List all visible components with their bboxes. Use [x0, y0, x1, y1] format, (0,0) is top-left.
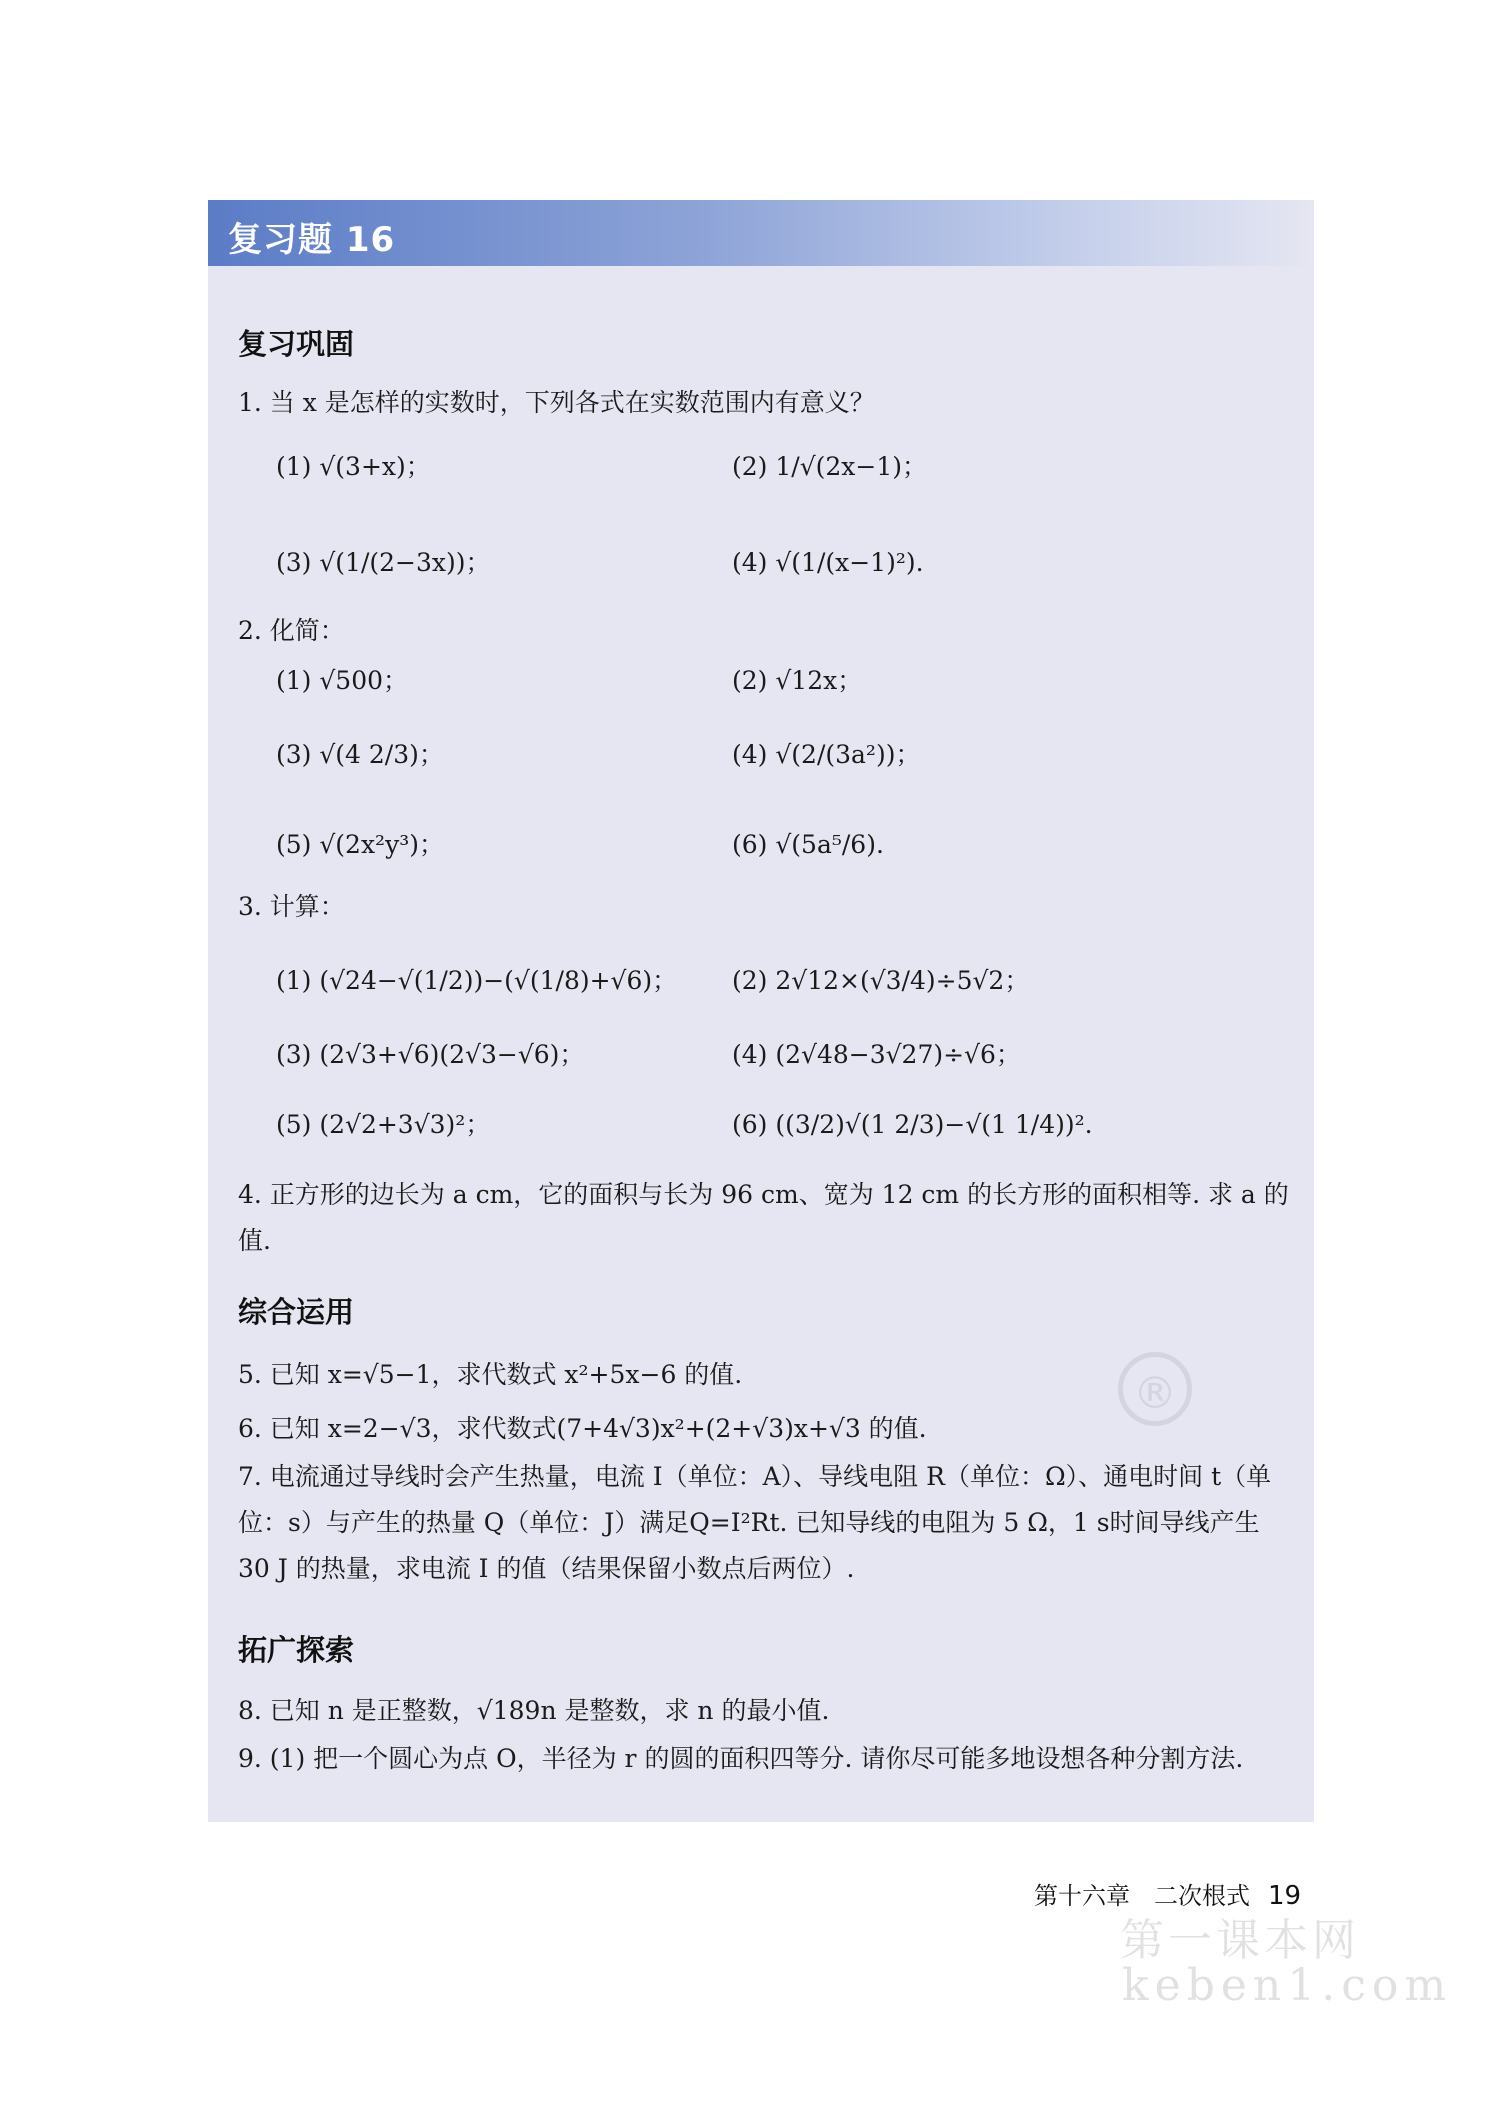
problem-2-item-1: (1) √500； — [276, 666, 409, 695]
problem-3-item-6: (6) ((3/2)√(1 2/3)−√(1 1/4))². — [732, 1110, 1093, 1139]
section-comprehensive: 综合运用 — [238, 1295, 355, 1329]
problem-1-item-3: (3) √(1/(2−3x))； — [276, 548, 491, 577]
problem-2-item-5: (5) √(2x²y³)； — [276, 830, 444, 859]
problem-1-item-1: (1) √(3+x)； — [276, 452, 431, 481]
problem-3-stem: 3. 计算： — [238, 892, 345, 921]
page-title: 复习题 16 — [228, 220, 396, 260]
section-review: 复习巩固 — [238, 327, 355, 361]
problem-3-item-1: (1) (√24−√(1/2))−(√(1/8)+√6)； — [276, 966, 678, 995]
problem-1-stem: 1. 当 x 是怎样的实数时，下列各式在实数范围内有意义？ — [238, 388, 875, 417]
registered-watermark: ® — [1118, 1352, 1192, 1426]
problem-3-item-2: (2) 2√12×(√3/4)÷5√2； — [732, 966, 1030, 995]
problem-2-item-3: (3) √(4 2/3)； — [276, 740, 444, 769]
problem-9: 9. (1) 把一个圆心为点 O，半径为 r 的圆的面积四等分. 请你尽可能多地设想各种分割方法. — [238, 1744, 1244, 1773]
problem-2-item-2: (2) √12x； — [732, 666, 863, 695]
problem-3-item-4: (4) (2√48−3√27)÷√6； — [732, 1040, 1021, 1069]
problem-1-item-4: (4) √(1/(x−1)²). — [732, 548, 924, 577]
problem-3-item-3: (3) (2√3+√6)(2√3−√6)； — [276, 1040, 585, 1069]
problem-4: 4. 正方形的边长为 a cm，它的面积与长为 96 cm、宽为 12 cm 的长方形的面积相等. 求 a 的值. — [238, 1180, 1289, 1255]
page-number: 19 — [1268, 1881, 1302, 1911]
chapter-label: 第十六章 二次根式 — [1034, 1882, 1250, 1910]
site-watermark-url: keben1.com — [1122, 1960, 1453, 2011]
problem-5: 5. 已知 x=√5−1，求代数式 x²+5x−6 的值. — [238, 1360, 743, 1389]
problem-8: 8. 已知 n 是正整数，√189n 是整数，求 n 的最小值. — [238, 1696, 830, 1725]
problem-2-stem: 2. 化简： — [238, 616, 345, 645]
problem-6: 6. 已知 x=2−√3，求代数式(7+4√3)x²+(2+√3)x+√3 的值. — [238, 1414, 927, 1443]
problem-7: 7. 电流通过导线时会产生热量，电流 I（单位：A）、导线电阻 R（单位：Ω）、通电时间 t（单位：s）与产生的热量 Q（单位：J）满足Q=I²Rt. 已知导线的电阻为 5 Ω，1 s时间导线产生 30 J 的热量，求电流 I 的值（结果保留小数点后两位）. — [238, 1462, 1272, 1583]
site-watermark-cn: 第一课本网 — [1120, 1915, 1360, 1966]
section-extension: 拓广探索 — [238, 1633, 355, 1667]
problem-1-item-2: (2) 1/√(2x−1)； — [732, 452, 927, 481]
problem-2-item-6: (6) √(5a⁵/6). — [732, 830, 884, 859]
problem-3-item-5: (5) (2√2+3√3)²； — [276, 1110, 491, 1139]
problem-2-item-4: (4) √(2/(3a²))； — [732, 740, 921, 769]
